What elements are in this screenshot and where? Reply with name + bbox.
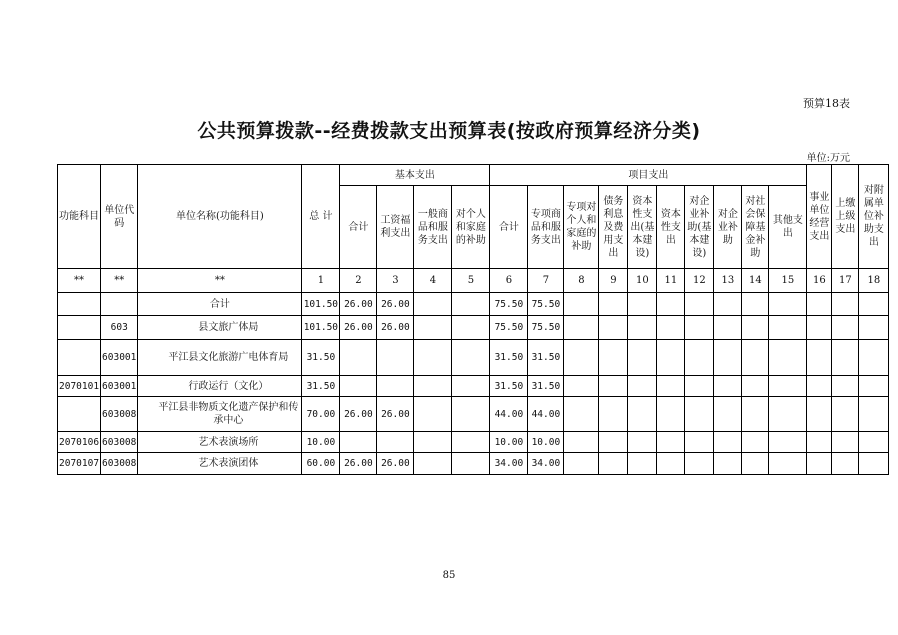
empty-cell [599,397,628,432]
wages-cell [377,376,414,397]
table-row [58,340,889,376]
index-cell: 7 [528,269,564,293]
unit-code-cell: 603008 [101,453,138,475]
empty-cell [714,453,742,475]
empty-cell [657,397,685,432]
unit-code-cell: 603008 [101,432,138,453]
index-cell: 14 [742,269,769,293]
empty-cell [807,453,832,475]
basic-total-cell: 26.00 [340,397,377,432]
project-total-cell: 10.00 [490,432,528,453]
empty-cell [628,340,657,376]
total-cell: 60.00 [302,453,340,475]
personal-family-cell [452,293,490,316]
empty-cell [714,376,742,397]
empty-cell [807,340,832,376]
header-total: 总 计 [302,165,340,269]
index-cell: 11 [657,269,685,293]
header-debt-interest: 债务利息及费用支出 [599,186,628,269]
index-cell: 10 [628,269,657,293]
empty-cell [807,397,832,432]
unit-name-cell: 艺术表演团体 [138,453,302,475]
basic-total-cell [340,376,377,397]
table-number: 预算18表 [803,97,850,110]
empty-cell [628,453,657,475]
personal-family-cell [452,340,490,376]
wages-cell [377,432,414,453]
header-capital: 资本性支出 [657,186,685,269]
empty-cell [599,340,628,376]
page-title: 公共预算拨款--经费拨款支出预算表(按政府预算经济分类) [197,120,701,142]
index-cell: 3 [377,269,414,293]
empty-cell [564,316,599,340]
basic-total-cell: 26.00 [340,316,377,340]
func-code-cell: 2070106 [58,432,101,453]
empty-cell [832,340,859,376]
goods-services-cell [414,340,452,376]
project-total-cell: 75.50 [490,316,528,340]
goods-services-cell [414,453,452,475]
table-row [58,453,889,475]
header-business-ops: 事业单位经营支出 [807,165,832,269]
empty-cell [628,293,657,316]
empty-cell [564,453,599,475]
func-code-cell [58,316,101,340]
total-cell: 31.50 [302,340,340,376]
empty-cell [714,340,742,376]
empty-cell [742,453,769,475]
empty-cell [628,376,657,397]
func-code-cell [58,340,101,376]
empty-cell [832,293,859,316]
personal-family-cell [452,453,490,475]
total-cell: 70.00 [302,397,340,432]
unit-code-cell: 603001 [101,376,138,397]
total-cell: 10.00 [302,432,340,453]
empty-cell [685,376,714,397]
table-row [58,316,889,340]
header-unit-name: 单位名称(功能科目) [138,165,302,269]
header-upper-payment: 上缴上级支出 [832,165,859,269]
index-cell: 12 [685,269,714,293]
func-code-cell: 2070107 [58,453,101,475]
wages-cell: 26.00 [377,453,414,475]
empty-cell [769,293,807,316]
unit-code-cell: 603008 [101,397,138,432]
empty-cell [807,293,832,316]
project-goods-cell: 34.00 [528,453,564,475]
empty-cell [685,316,714,340]
header-func-code: 功能科目 [58,165,101,269]
index-row [58,269,889,293]
empty-cell [859,376,889,397]
empty-cell [685,453,714,475]
index-cell: 16 [807,269,832,293]
empty-cell [859,397,889,432]
index-cell: ** [101,269,138,293]
header-goods-services: 一般商品和服务支出 [414,186,452,269]
project-goods-cell: 44.00 [528,397,564,432]
header-enterprise: 对企业补助 [714,186,742,269]
empty-cell [657,316,685,340]
empty-cell [769,397,807,432]
empty-cell [599,432,628,453]
basic-total-cell: 26.00 [340,293,377,316]
empty-cell [859,432,889,453]
wages-cell: 26.00 [377,316,414,340]
header-enterprise-infra: 对企业补助(基本建设) [685,186,714,269]
empty-cell [657,453,685,475]
empty-cell [769,340,807,376]
project-goods-cell: 75.50 [528,293,564,316]
empty-cell [742,293,769,316]
header-project-personal: 专项对个人和家庭的补助 [564,186,599,269]
func-code-cell [58,293,101,316]
unit-name-cell: 行政运行（文化） [138,376,302,397]
header-project-total: 合计 [490,186,528,269]
project-goods-cell: 31.50 [528,376,564,397]
header-other: 其他支出 [769,186,807,269]
empty-cell [832,397,859,432]
index-cell: 9 [599,269,628,293]
header-capital-infra: 资本性支出(基本建设) [628,186,657,269]
wages-cell: 26.00 [377,293,414,316]
empty-cell [859,340,889,376]
personal-family-cell [452,376,490,397]
index-cell: 6 [490,269,528,293]
project-total-cell: 31.50 [490,376,528,397]
header-wages: 工资福利支出 [377,186,414,269]
empty-cell [714,316,742,340]
personal-family-cell [452,397,490,432]
empty-cell [564,432,599,453]
empty-cell [599,453,628,475]
header-basic-group: 基本支出 [340,165,490,186]
unit-code-cell: 603001 [101,340,138,376]
empty-cell [628,397,657,432]
empty-cell [564,293,599,316]
empty-cell [628,432,657,453]
empty-cell [859,316,889,340]
empty-cell [564,376,599,397]
empty-cell [859,293,889,316]
empty-cell [742,397,769,432]
header-project-goods: 专项商品和服务支出 [528,186,564,269]
wages-cell [377,340,414,376]
project-total-cell: 75.50 [490,293,528,316]
empty-cell [657,293,685,316]
index-cell: 4 [414,269,452,293]
index-cell: 8 [564,269,599,293]
project-total-cell: 44.00 [490,397,528,432]
empty-cell [714,397,742,432]
personal-family-cell [452,316,490,340]
empty-cell [599,293,628,316]
goods-services-cell [414,293,452,316]
empty-cell [599,316,628,340]
project-total-cell: 34.00 [490,453,528,475]
index-cell: 1 [302,269,340,293]
table-row [58,432,889,453]
project-goods-cell: 10.00 [528,432,564,453]
table-row [58,376,889,397]
budget-table [57,164,889,475]
empty-cell [742,376,769,397]
index-cell: 18 [859,269,889,293]
empty-cell [832,376,859,397]
index-cell: 15 [769,269,807,293]
project-goods-cell: 31.50 [528,340,564,376]
empty-cell [657,376,685,397]
empty-cell [769,316,807,340]
total-cell: 101.50 [302,316,340,340]
basic-total-cell [340,432,377,453]
header-subsidiary: 对附属单位补助支出 [859,165,889,269]
index-cell: 13 [714,269,742,293]
project-total-cell: 31.50 [490,340,528,376]
goods-services-cell [414,316,452,340]
header-social-security: 对社会保障基金补助 [742,186,769,269]
goods-services-cell [414,376,452,397]
empty-cell [564,340,599,376]
unit-name-cell: 艺术表演场所 [138,432,302,453]
table-row [58,293,889,316]
unit-label: 单位:万元 [806,153,850,164]
func-code-cell: 2070101 [58,376,101,397]
header-basic-total: 合计 [340,186,377,269]
empty-cell [832,316,859,340]
empty-cell [832,432,859,453]
empty-cell [742,432,769,453]
total-cell: 101.50 [302,293,340,316]
header-project-group: 项目支出 [490,165,807,186]
index-cell: ** [138,269,302,293]
table-row [58,397,889,432]
empty-cell [807,316,832,340]
header-unit-code: 单位代码 [101,165,138,269]
unit-code-cell [101,293,138,316]
empty-cell [685,432,714,453]
empty-cell [714,293,742,316]
empty-cell [628,316,657,340]
index-cell: 2 [340,269,377,293]
basic-total-cell: 26.00 [340,453,377,475]
empty-cell [807,376,832,397]
empty-cell [859,453,889,475]
unit-name-cell: 县文旅广体局 [138,316,302,340]
empty-cell [769,376,807,397]
page-number: 85 [442,570,456,581]
empty-cell [769,453,807,475]
total-cell: 31.50 [302,376,340,397]
basic-total-cell [340,340,377,376]
wages-cell: 26.00 [377,397,414,432]
empty-cell [742,340,769,376]
func-code-cell [58,397,101,432]
empty-cell [685,340,714,376]
empty-cell [807,432,832,453]
project-goods-cell: 75.50 [528,316,564,340]
index-cell: 5 [452,269,490,293]
personal-family-cell [452,432,490,453]
index-cell: 17 [832,269,859,293]
empty-cell [685,293,714,316]
header-personal-family: 对个人和家庭的补助 [452,186,490,269]
empty-cell [685,397,714,432]
empty-cell [599,376,628,397]
empty-cell [657,432,685,453]
empty-cell [657,340,685,376]
empty-cell [564,397,599,432]
goods-services-cell [414,432,452,453]
empty-cell [832,453,859,475]
unit-name-cell: 平江县非物质文化遗产保护和传承中心 [138,397,302,432]
goods-services-cell [414,397,452,432]
empty-cell [714,432,742,453]
unit-code-cell: 603 [101,316,138,340]
empty-cell [769,432,807,453]
unit-name-cell: 平江县文化旅游广电体育局 [138,340,302,376]
unit-name-cell: 合计 [138,293,302,316]
empty-cell [742,316,769,340]
index-cell: ** [58,269,101,293]
